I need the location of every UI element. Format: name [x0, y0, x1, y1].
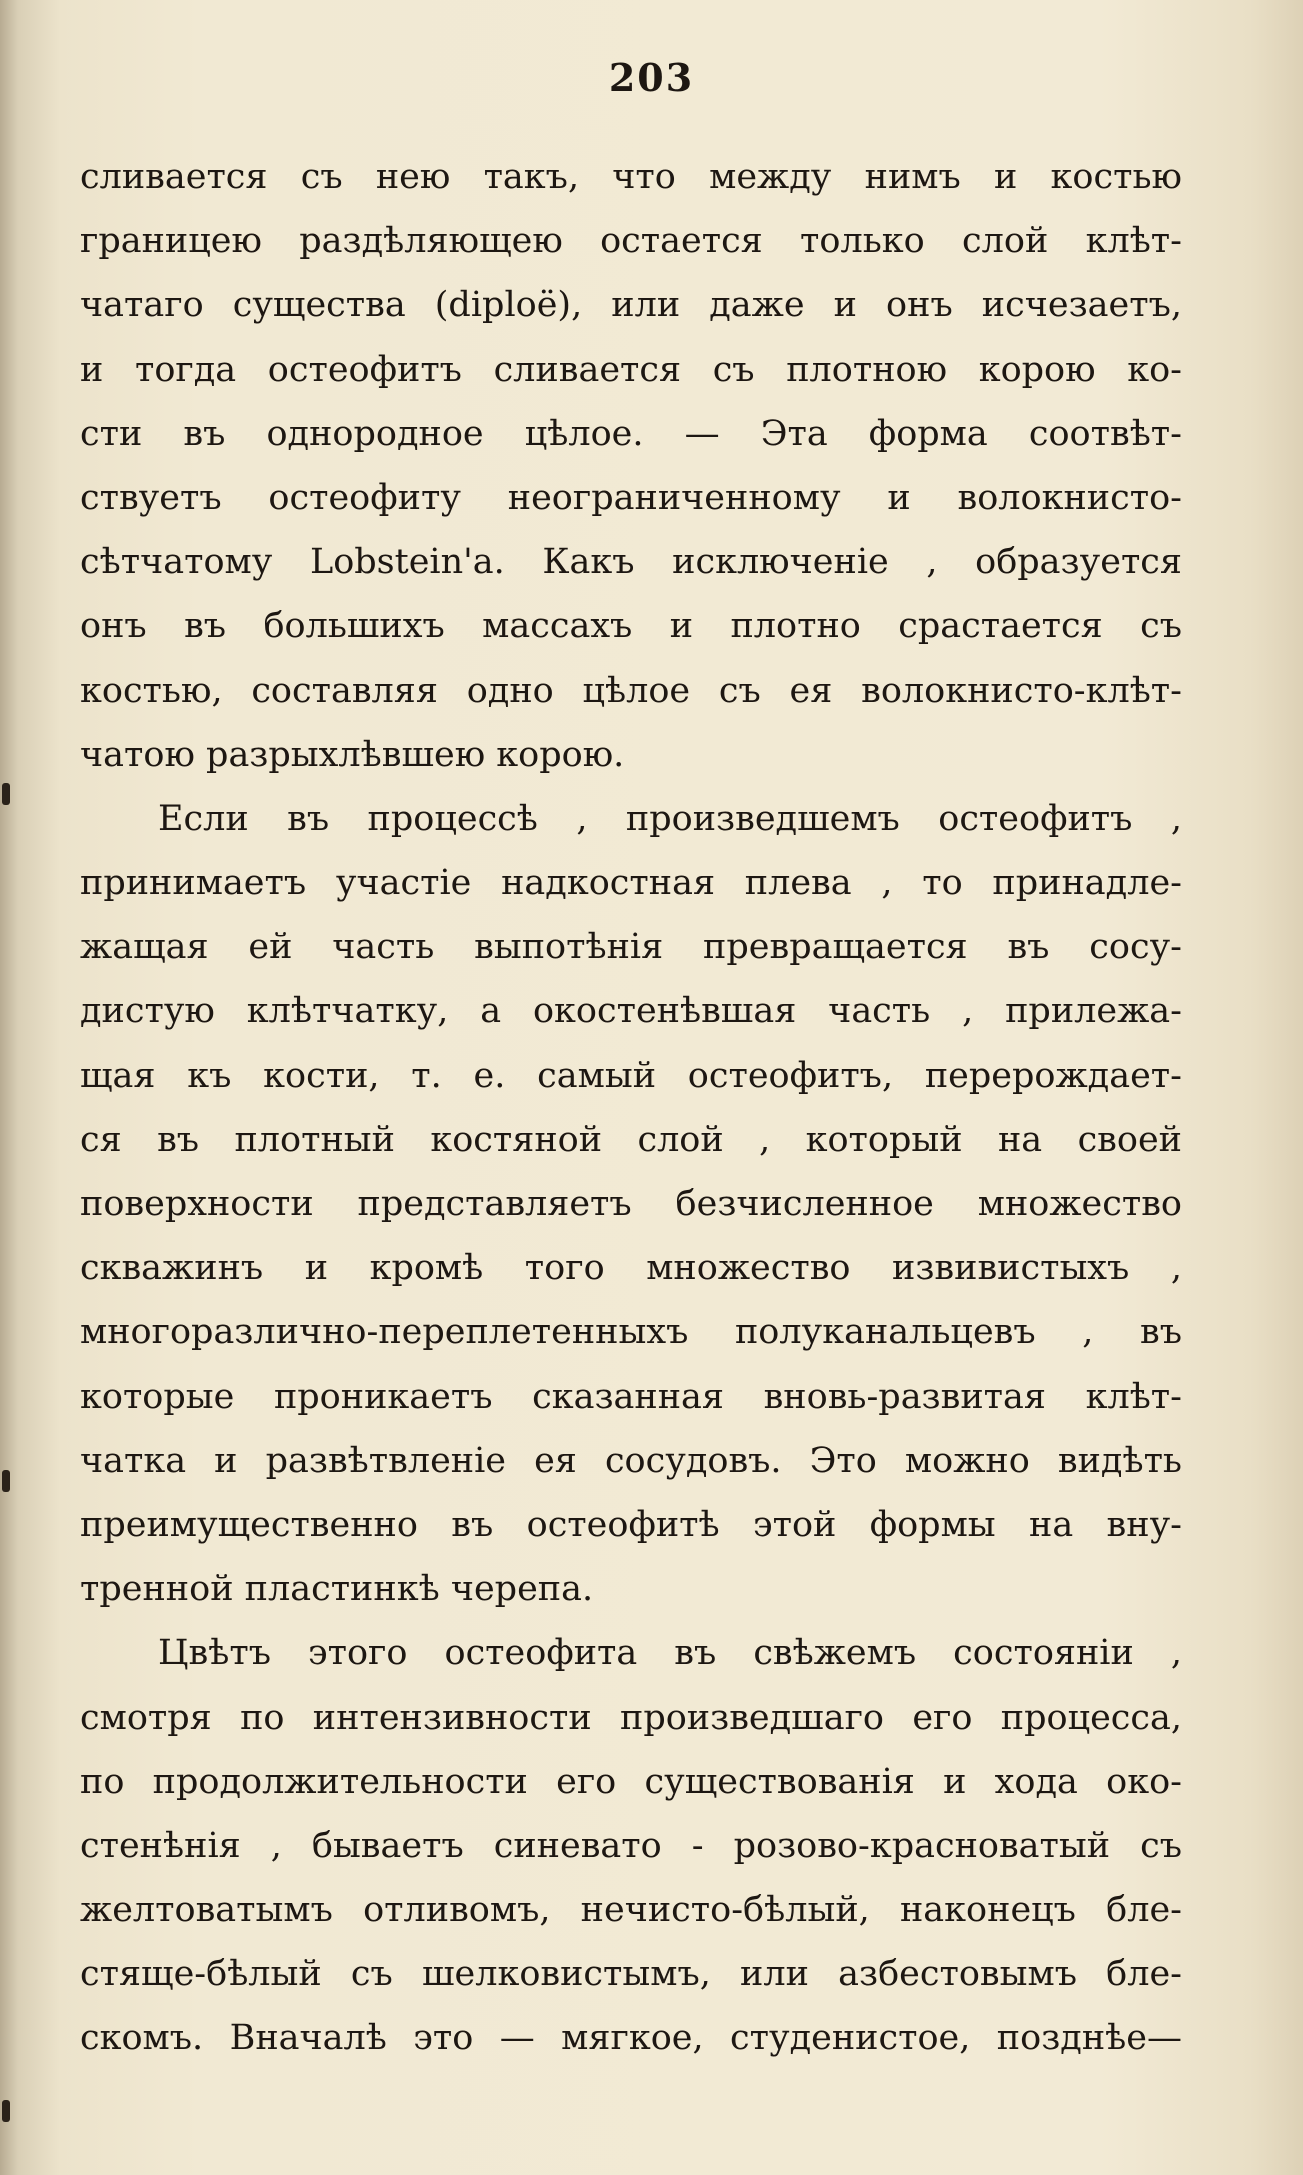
- text-line: ствуетъ остеофиту неограниченному и волокнисто-: [80, 477, 1182, 518]
- text-line: стяще-бѣлый съ шелковистымъ, или азбестовымъ бле-: [80, 1954, 1182, 1995]
- text-line: скомъ. Вначалѣ это — мягкое, студенистое, позднѣе—: [80, 2018, 1182, 2059]
- text-line: стенѣнія , бываетъ синевато - розово-красноватый съ: [80, 1825, 1182, 1866]
- text-line: жащая ей часть выпотѣнія превращается въ сосу-: [80, 927, 1182, 968]
- text-line: сѣтчатому Lobstein'a. Какъ исключеніе , образуется: [80, 542, 1182, 583]
- text-line: многоразлично-переплетенныхъ полуканальцевъ , въ: [80, 1312, 1182, 1353]
- text-line: поверхности представляетъ безчисленное множество: [80, 1184, 1182, 1224]
- binding-mark: [2, 2100, 10, 2122]
- text-line: сти въ однородное цѣлое. — Эта форма соотвѣт-: [80, 413, 1182, 454]
- paragraph-end-line: чатою разрыхлѣвшею корою.: [80, 734, 625, 775]
- text-line: принимаетъ участіе надкостная плева , то принадле-: [80, 863, 1182, 904]
- text-line: скважинъ и кромѣ того множество извивистыхъ ,: [80, 1248, 1182, 1289]
- text-line: дистую клѣтчатку, а окостенѣвшая часть , прилежа-: [80, 991, 1182, 1032]
- text-line: желтоватымъ отливомъ, нечисто-бѣлый, наконецъ бле-: [80, 1890, 1182, 1931]
- text-line: преимущественно въ остеофитѣ этой формы на вну-: [80, 1504, 1182, 1545]
- text-line: и тогда остеофитъ сливается съ плотною корою ко-: [80, 349, 1182, 390]
- paragraph-end-line: тренной пластинкѣ черепа.: [80, 1569, 594, 1610]
- binding-mark: [2, 783, 10, 805]
- text-line: чатка и развѣтвленіе ея сосудовъ. Это можно видѣть: [80, 1440, 1182, 1481]
- text-line: чатаго существа (diploë), или даже и онъ исчезаетъ,: [80, 285, 1182, 326]
- text-line: ся въ плотный костяной слой , который на своей: [80, 1119, 1182, 1160]
- text-line: смотря по интензивности произведшаго его процесса,: [80, 1697, 1182, 1738]
- body-text: [80, 145, 1182, 2071]
- text-line: границею раздѣляющею остается только слой клѣт-: [80, 221, 1182, 262]
- page-number: 203: [608, 55, 695, 100]
- text-line: костью, составляя одно цѣлое съ ея волокнисто-клѣт-: [80, 670, 1182, 711]
- text-line: которые проникаетъ сказанная вновь-развитая клѣт-: [80, 1376, 1182, 1417]
- paragraph-start-line: Цвѣтъ этого остеофита въ свѣжемъ состояніи ,: [158, 1633, 1182, 1674]
- text-line: сливается съ нею такъ, что между нимъ и костью: [80, 157, 1182, 197]
- paragraph-start-line: Если въ процессѣ , произведшемъ остеофитъ ,: [158, 798, 1182, 839]
- text-line: онъ въ большихъ массахъ и плотно срастается съ: [80, 606, 1182, 647]
- text-line: по продолжительности его существованія и хода око-: [80, 1761, 1182, 1802]
- binding-mark: [2, 1470, 10, 1492]
- text-line: щая къ кости, т. е. самый остеофитъ, перерождает-: [80, 1055, 1182, 1096]
